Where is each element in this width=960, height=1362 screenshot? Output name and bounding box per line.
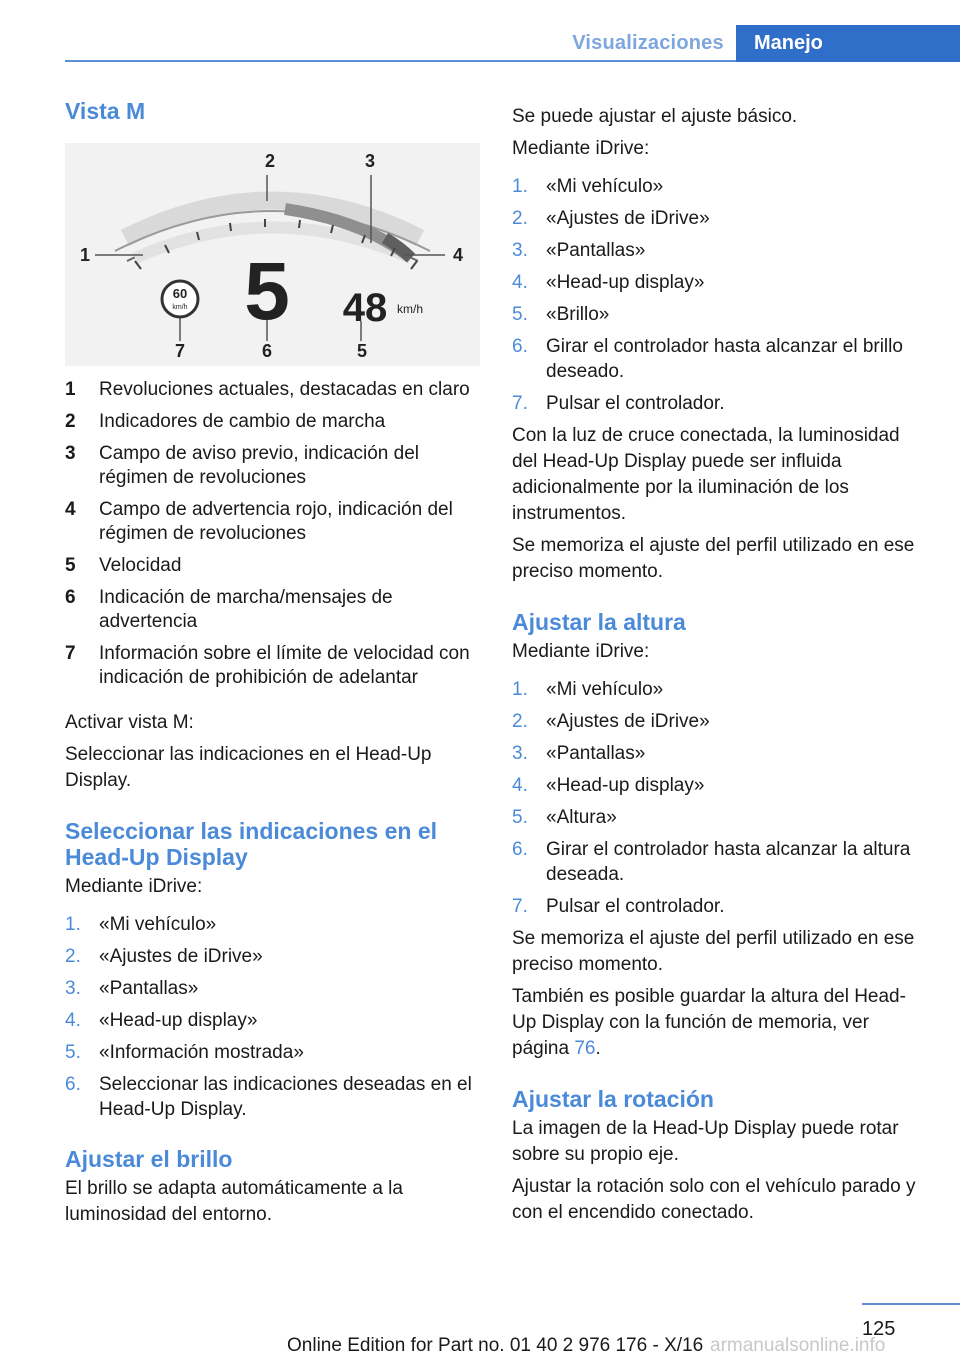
step-number: 2. [65,946,81,967]
legend-number: 1 [65,379,76,400]
legend-item [65,378,475,402]
brillo-paragraph: El brillo se adapta automáticamente a la luminosidad del entorno. [65,1178,403,1225]
step-number: 7. [512,393,528,414]
memoriza-paragraph: Se memoriza el ajuste del perfil utilizado en ese preciso momento. [512,928,915,975]
legend-number: 6 [65,587,76,608]
step-item [65,1008,475,1033]
step-number: 7. [512,896,528,917]
legend-item [65,586,475,634]
watermark: armanualsonline.info [710,1335,886,1356]
legend-number: 7 [65,643,76,664]
legend-item [65,442,475,490]
section-title-seleccionar: Seleccionar las indicaciones en el Head-Up Display [65,818,438,870]
step-number: 2. [512,711,528,732]
step-text: «Ajustes de iDrive» [546,711,710,732]
legend-number: 3 [65,443,76,464]
step-number: 2. [512,208,528,229]
step-item [512,894,926,919]
gear-indicator: 5 [244,246,290,337]
mediante-label: Mediante iDrive: [65,876,203,897]
step-number: 1. [512,679,528,700]
step-item [65,976,475,1001]
section-title-vista-m: Vista M [65,98,146,124]
step-text: «Pantallas» [546,240,646,261]
step-number: 6. [512,336,528,357]
tab-manejo[interactable]: Manejo [736,25,960,62]
legend-text: Campo de aviso previo, indicación del régimen de revoluciones [99,443,420,488]
memoriza-paragraph: Se memoriza el ajuste del perfil utilizado en ese preciso momento. [512,535,915,582]
step-item [65,1072,475,1122]
step-item [512,837,926,887]
step-number: 3. [65,978,81,999]
legend-number: 2 [65,411,76,432]
left-column [65,98,475,1228]
speed-limit-value: 60 [172,286,188,301]
step-text: Pulsar el controlador. [546,896,725,917]
step-item [512,302,926,327]
page-number: 125 [862,1318,896,1340]
mediante-label: Mediante iDrive: [512,641,650,662]
callout-2: 2 [265,151,276,171]
step-item [512,391,926,416]
memoria-text: También es posible guardar la altura del Head-Up Display con la función de memoria, ver página [512,986,906,1059]
step-text: «Pantallas» [99,978,199,999]
step-text: «Información mostrada» [99,1042,304,1063]
speed-limit-unit: km/h [172,304,188,311]
legend-item [65,642,475,690]
steps-list-altura [512,677,926,919]
step-text: Seleccionar las indicaciones deseadas en el Head-Up Display. [99,1074,472,1120]
legend-number: 5 [65,555,76,576]
step-text: «Head-up display» [546,775,705,796]
legend-number: 4 [65,499,76,520]
step-number: 1. [512,176,528,197]
step-number: 3. [512,240,528,261]
legend-text: Información sobre el límite de velocidad con indicación de prohibición de adelantar [99,643,470,688]
step-number: 5. [512,304,528,325]
section-title-altura: Ajustar la altura [512,609,686,635]
hud-figure [65,143,480,366]
mediante-label: Mediante iDrive: [512,138,650,159]
legend-text: Indicadores de cambio de marcha [99,411,386,432]
tab-visualizaciones[interactable]: Visualizaciones [572,31,724,54]
step-number: 5. [512,807,528,828]
legend-text: Campo de advertencia rojo, indicación del régimen de revoluciones [99,499,453,544]
step-item [512,334,926,384]
step-text: «Brillo» [546,304,610,325]
step-number: 3. [512,743,528,764]
legend-text: Velocidad [99,555,182,576]
step-item [512,773,926,798]
right-column [512,104,926,1226]
callout-6: 6 [262,341,273,361]
page-link-76[interactable]: 76 [574,1038,596,1059]
rotacion-paragraph-1: La imagen de la Head-Up Display puede rotar sobre su propio eje. [512,1118,899,1165]
activar-label: Activar vista M: [65,712,194,733]
step-item [512,270,926,295]
step-item [512,805,926,830]
step-number: 6. [512,839,528,860]
callout-4: 4 [453,245,464,265]
legend-item [65,498,475,546]
steps-list-brillo [512,174,926,416]
edition-text: Online Edition for Part no. 01 40 2 976 176 - X/16 [287,1335,704,1356]
hud-illustration [65,143,480,366]
step-item [65,1040,475,1065]
step-number: 6. [65,1074,81,1095]
steps-list-indicaciones [65,912,475,1122]
rotacion-paragraph-2: Ajustar la rotación solo con el vehículo parado y con el encendido conectado. [512,1176,916,1223]
step-text: Girar el controlador hasta alcanzar el brillo deseado. [546,336,903,382]
step-item [512,709,926,734]
step-item [65,944,475,969]
step-text: Girar el controlador hasta alcanzar la altura deseada. [546,839,911,885]
step-number: 5. [65,1042,81,1063]
legend-item [65,554,475,578]
step-number: 4. [65,1010,81,1031]
callout-5: 5 [357,341,368,361]
memoria-paragraph [512,984,926,1062]
section-title-brillo: Ajustar el brillo [65,1146,233,1172]
seleccionar-paragraph: Seleccionar las indicaciones en el Head-Up Display. [65,744,432,791]
step-text: «Mi vehículo» [546,679,664,700]
section-title-rotacion: Ajustar la rotación [512,1086,714,1112]
step-item [512,677,926,702]
step-number: 4. [512,272,528,293]
luz-cruce-paragraph: Con la luz de cruce conectada, la luminosidad del Head-Up Display puede ser influida adicionalmente por la iluminación de los instrumentos. [512,425,900,524]
legend-item [65,410,475,434]
footer-rule [862,1303,960,1305]
step-item [512,206,926,231]
step-text: «Altura» [546,807,617,828]
step-text: «Ajustes de iDrive» [546,208,710,229]
step-text: «Pantallas» [546,743,646,764]
callout-1: 1 [80,245,91,265]
step-item [512,174,926,199]
callout-3: 3 [365,151,376,171]
speed-unit: km/h [396,302,424,316]
callout-7: 7 [175,341,186,361]
step-text: «Head-up display» [99,1010,258,1031]
step-item [512,238,926,263]
memoria-period: . [595,1038,601,1059]
legend-text: Revoluciones actuales, destacadas en claro [99,379,470,400]
step-item [512,741,926,766]
step-text: Pulsar el controlador. [546,393,725,414]
legend-text: Indicación de marcha/mensajes de advertencia [99,587,393,632]
step-number: 4. [512,775,528,796]
speed-value: 48 [342,286,388,330]
ajuste-basico-paragraph: Se puede ajustar el ajuste básico. [512,106,798,127]
step-item [65,912,475,937]
figure-legend [65,378,475,690]
step-number: 1. [65,914,81,935]
step-text: «Mi vehículo» [546,176,664,197]
step-text: «Ajustes de iDrive» [99,946,263,967]
step-text: «Mi vehículo» [99,914,217,935]
step-text: «Head-up display» [546,272,705,293]
